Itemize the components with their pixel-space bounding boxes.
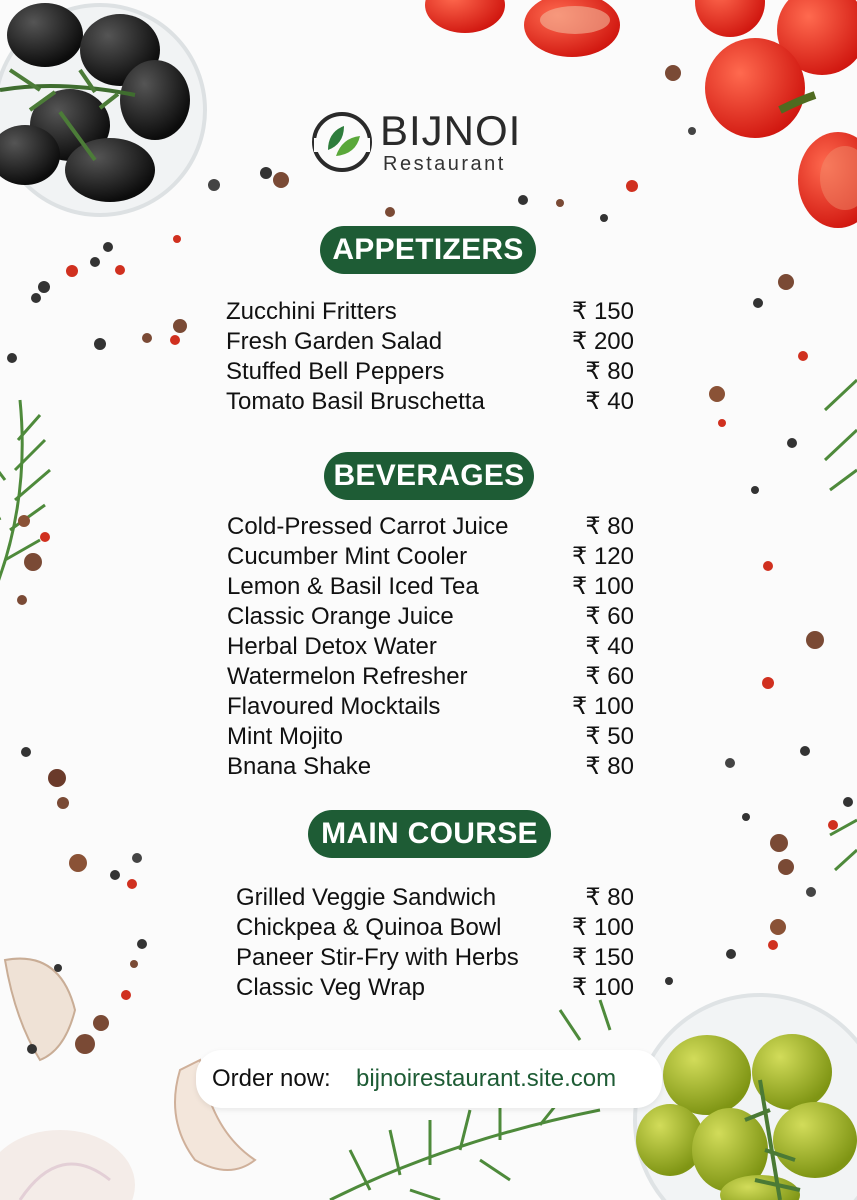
- order-now-box: [196, 1050, 662, 1108]
- item-name: Stuffed Bell Peppers: [226, 358, 445, 385]
- item-price: ₹ 80: [585, 513, 634, 540]
- item-name: Mint Mojito: [227, 723, 344, 750]
- item-price: ₹ 100: [572, 974, 634, 1001]
- rosemary-right-image: [825, 380, 857, 870]
- menu-item: [236, 883, 634, 913]
- item-name: Bnana Shake: [227, 753, 372, 780]
- item-name: Flavoured Mocktails: [227, 693, 441, 720]
- brand-name: BIJNOI: [380, 107, 522, 154]
- restaurant-logo: [310, 108, 540, 176]
- menu-item: [227, 722, 634, 752]
- item-name: Watermelon Refresher: [227, 663, 468, 690]
- menu-item: [227, 572, 634, 602]
- item-price: ₹ 40: [585, 633, 634, 660]
- beverages-list: [227, 512, 634, 782]
- item-price: ₹ 50: [585, 723, 634, 750]
- item-name: Chickpea & Quinoa Bowl: [236, 914, 502, 941]
- item-price: ₹ 100: [572, 573, 634, 600]
- item-name: Tomato Basil Bruschetta: [226, 388, 485, 415]
- appetizers-list: [226, 297, 634, 417]
- item-price: ₹ 60: [585, 663, 634, 690]
- item-price: ₹ 150: [572, 298, 634, 325]
- section-title-beverages: BEVERAGES: [324, 452, 534, 500]
- section-title-main-course: MAIN COURSE: [308, 810, 551, 858]
- order-website-link[interactable]: bijnoirestaurant.site.com: [356, 1065, 617, 1092]
- item-name: Classic Veg Wrap: [236, 974, 425, 1001]
- menu-item: [226, 297, 634, 327]
- menu-item: [226, 387, 634, 417]
- menu-item: [227, 752, 634, 782]
- brand-subtitle: Restaurant: [383, 153, 506, 175]
- item-name: Classic Orange Juice: [227, 603, 454, 630]
- leaf-logo-icon: [310, 110, 374, 174]
- menu-item: [236, 943, 634, 973]
- item-name: Cold-Pressed Carrot Juice: [227, 513, 509, 540]
- item-price: ₹ 40: [585, 388, 634, 415]
- item-price: ₹ 60: [585, 603, 634, 630]
- menu-item: [227, 692, 634, 722]
- green-olive-bowl-image: [635, 995, 857, 1200]
- item-price: ₹ 100: [572, 914, 634, 941]
- item-name: Lemon & Basil Iced Tea: [227, 573, 479, 600]
- item-price: ₹ 80: [585, 884, 634, 911]
- order-now-label: Order now:: [212, 1065, 331, 1092]
- black-olive-bowl-image: [0, 3, 205, 215]
- item-price: ₹ 100: [572, 693, 634, 720]
- item-name: Zucchini Fritters: [226, 298, 397, 325]
- item-name: Herbal Detox Water: [227, 633, 437, 660]
- menu-item: [227, 602, 634, 632]
- item-name: Cucumber Mint Cooler: [227, 543, 468, 570]
- main-course-list: [236, 883, 634, 1003]
- menu-item: [226, 357, 634, 387]
- item-name: Paneer Stir-Fry with Herbs: [236, 944, 519, 971]
- item-price: ₹ 150: [572, 944, 634, 971]
- section-title-appetizers: APPETIZERS: [320, 226, 536, 274]
- menu-item: [226, 327, 634, 357]
- item-price: ₹ 120: [572, 543, 634, 570]
- item-price: ₹ 80: [585, 753, 634, 780]
- menu-item: [227, 632, 634, 662]
- menu-item: [236, 973, 634, 1003]
- menu-item: [227, 512, 634, 542]
- item-name: Grilled Veggie Sandwich: [236, 884, 497, 911]
- item-price: ₹ 200: [572, 328, 634, 355]
- menu-item: [227, 662, 634, 692]
- item-price: ₹ 80: [585, 358, 634, 385]
- menu-item: [227, 542, 634, 572]
- menu-item: [236, 913, 634, 943]
- item-name: Fresh Garden Salad: [226, 328, 443, 355]
